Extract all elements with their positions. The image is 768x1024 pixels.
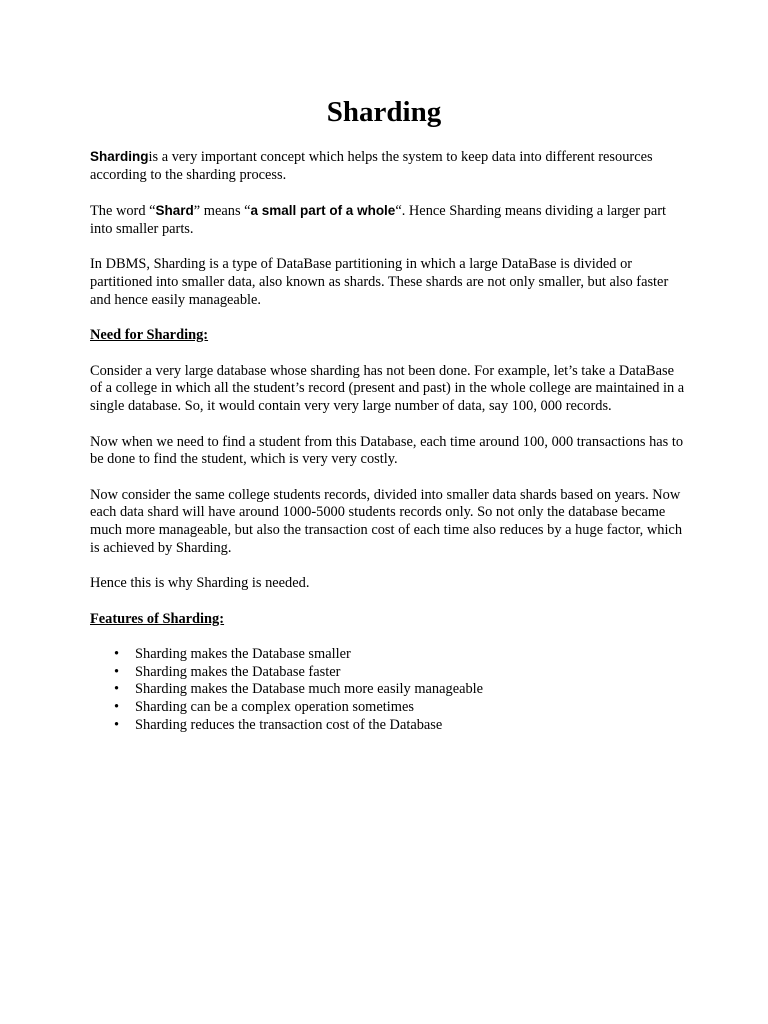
list-item: [90, 681, 686, 699]
word-text-3: “. Hence Sharding means dividing a larger part into smaller parts.: [90, 203, 666, 237]
features-list: [90, 646, 686, 734]
dbms-paragraph: In DBMS, Sharding is a type of DataBase partitioning in which a large DataBase is divided or partitioned into smaller data, also known as shards. These shards are not only smaller, but also faster and hence easily manageable.: [90, 256, 669, 308]
bullet-icon: •: [114, 699, 120, 716]
intro-lead: Sharding: [90, 149, 149, 164]
features-heading: Features of Sharding:: [90, 610, 225, 627]
bullet-icon: •: [114, 716, 120, 733]
list-item: [90, 717, 686, 735]
feature-text: Sharding reduces the transaction cost of the Database: [135, 716, 443, 733]
feature-text: Sharding can be a complex operation sometimes: [135, 699, 414, 716]
word-text-1: The word “: [90, 203, 156, 220]
document-body: [90, 148, 686, 734]
need-paragraph-3: Now consider the same college students records, divided into smaller data shards based on years. Now each data shard will have around 1000-5000 students records only. So not only the database became much more manageable, but also the transaction cost of each time also reduces by a huge factor, which is achieved by Sharding.: [90, 486, 683, 556]
word-paragraph: [90, 202, 686, 238]
bullet-icon: •: [114, 681, 120, 698]
intro-paragraph: [90, 148, 686, 184]
list-item: [90, 699, 686, 717]
list-item: [90, 664, 686, 682]
need-paragraph-4: Hence this is why Sharding is needed.: [90, 575, 310, 592]
word-text-2: ” means “: [193, 203, 251, 220]
need-paragraph-1: Consider a very large database whose sharding has not been done. For example, let’s take a DataBase of a college in which all the student’s record (present and past) in the whole college are maintained in a single database. So, it would contain very very large number of data, say 100, 000 records.: [90, 362, 685, 414]
need-paragraph-2: Now when we need to find a student from this Database, each time around 100, 000 transactions has to be done to find the student, which is very very costly.: [90, 433, 684, 468]
feature-text: Sharding makes the Database faster: [135, 663, 341, 680]
word-phrase: a small part of a whole: [250, 203, 396, 219]
bullet-icon: •: [114, 646, 120, 663]
word-shard: Shard: [155, 203, 194, 219]
list-item: [90, 646, 686, 664]
bullet-icon: •: [114, 663, 120, 680]
intro-text: is a very important concept which helps the system to keep data into different resources according to the sharding process.: [90, 149, 653, 183]
page-title: Sharding: [326, 96, 442, 128]
feature-text: Sharding makes the Database much more easily manageable: [135, 681, 484, 698]
feature-text: Sharding makes the Database smaller: [135, 646, 351, 663]
need-heading: Need for Sharding:: [90, 327, 209, 344]
